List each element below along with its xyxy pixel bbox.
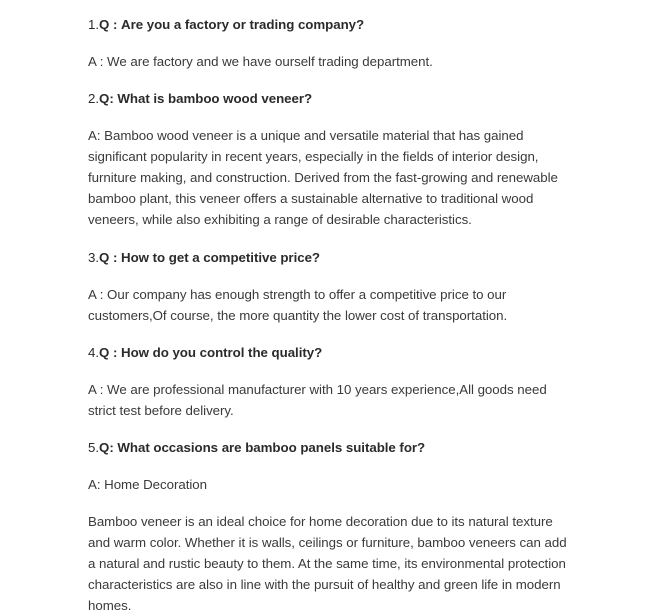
faq-question-text: What is bamboo wood veneer? — [117, 91, 313, 106]
faq-number: 5. — [88, 440, 100, 455]
faq-question — [88, 88, 570, 109]
faq-q-label: Q : — [99, 250, 118, 265]
faq-q-label: Q: — [99, 440, 114, 455]
faq-question — [88, 247, 570, 268]
faq-item — [88, 88, 570, 230]
faq-question — [88, 342, 570, 363]
faq-question-text: How do you control the quality? — [121, 345, 323, 360]
faq-q-label: Q : — [99, 17, 118, 32]
faq-answer: A: Home Decoration — [88, 477, 208, 492]
faq-number: 2. — [88, 91, 100, 106]
faq-answer: A : Our company has enough strength to offer a competitive price to our customers,Of course, the more quantity the lower cost of transportation. — [88, 287, 508, 323]
faq-item — [88, 437, 570, 616]
faq-item — [88, 342, 570, 421]
faq-item — [88, 247, 570, 326]
faq-answer-detail: Bamboo veneer is an ideal choice for home decoration due to its natural texture and warm color. Whether it is walls, ceilings or furniture, bamboo veneers can add a natural and rustic beauty to them. At the same time, its environmental protection characteristics are also in line with the pursuit of healthy and green life in modern homes. — [88, 514, 567, 613]
faq-question-text: What occasions are bamboo panels suitable for? — [117, 440, 426, 455]
faq-question — [88, 437, 570, 458]
faq-number: 4. — [88, 345, 100, 360]
faq-question — [88, 14, 570, 35]
faq-question-text: How to get a competitive price? — [121, 250, 321, 265]
faq-number: 3. — [88, 250, 100, 265]
faq-answer: A: Bamboo wood veneer is a unique and versatile material that has gained significant popularity in recent years, especially in the fields of interior design, furniture making, and construction. Derived from the fast-growing and renewable bamboo plant, this veneer offers a sustainable alternative to traditional wood veneers, while also exhibiting a range of desirable characteristics. — [88, 128, 558, 227]
faq-list — [88, 14, 570, 616]
faq-q-label: Q: — [99, 91, 114, 106]
faq-question-text: Are you a factory or trading company? — [121, 17, 365, 32]
faq-answer: A : We are professional manufacturer with 10 years experience,All goods need strict test before delivery. — [88, 382, 547, 418]
faq-q-label: Q : — [99, 345, 118, 360]
faq-number: 1. — [88, 17, 100, 32]
faq-item — [88, 14, 570, 72]
faq-answer: A : We are factory and we have ourself trading department. — [88, 54, 433, 69]
